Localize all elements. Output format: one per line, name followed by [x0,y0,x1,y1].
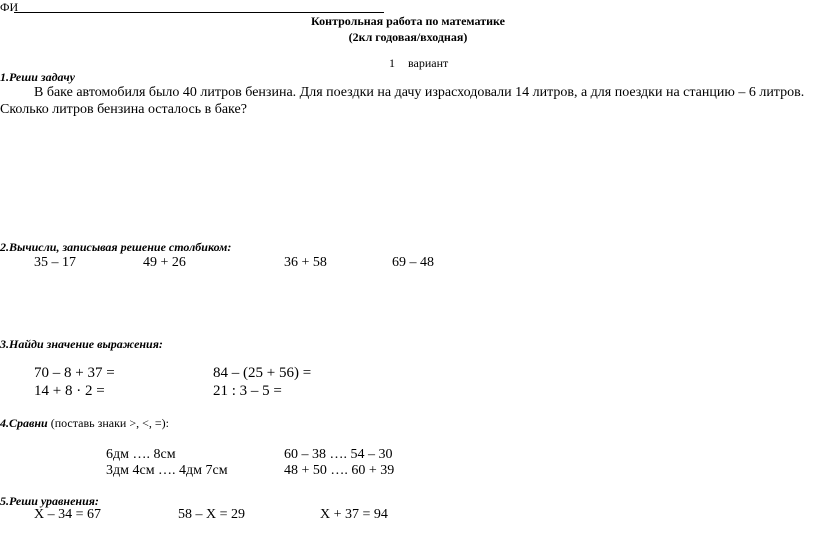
task2-item: 36 + 58 [284,255,327,270]
task3-heading: 3.Найди значение выражения: [0,337,163,351]
task4-heading-label: 4.Сравни [0,416,48,430]
task4-item: 6дм …. 8см [106,447,176,462]
task5-item: 58 – Х = 29 [178,507,246,522]
task5-item: Х – 34 = 67 [34,507,102,522]
task4-item: 3дм 4см …. 4дм 7см [106,463,228,478]
variant-label: вариант [408,56,449,70]
task2-item: 49 + 26 [143,255,186,270]
task4-item: 60 – 38 …. 54 – 30 [284,447,393,462]
task1-text-line2: Сколько литров бензина осталось в баке? [0,102,247,117]
task4-note: (поставь знаки >, <, =): [47,416,169,430]
task4-item: 48 + 50 …. 60 + 39 [284,463,395,478]
task3-item: 21 : 3 – 5 = [213,383,282,399]
task3-item: 70 – 8 + 37 = [34,365,115,381]
task5-item: Х + 37 = 94 [320,507,388,522]
task3-item: 84 – (25 + 56) = [213,365,312,381]
task1-heading: 1.Реши задачу [0,70,75,84]
task1-text-line1: В баке автомобиля было 40 литров бензина. Для поездки на дачу израсходовали 14 литров, а для поездки на станцию – 6 литров. [34,85,805,100]
task5-heading: 5.Реши уравнения: [0,494,99,508]
task4-heading [0,416,169,430]
task2-item: 35 – 17 [34,255,76,270]
task2-item: 69 – 48 [392,255,434,270]
name-underline [14,12,384,13]
page-title: Контрольная работа по математике [311,14,505,28]
task2-heading: 2.Вычисли, записывая решение столбиком: [0,240,232,254]
name-field-label: ФИ [0,0,19,14]
page-subtitle: (2кл годовая/входная) [348,30,468,44]
task3-item: 14 + 8 · 2 = [34,383,105,399]
variant-line [389,56,448,71]
variant-number: 1 [389,56,395,70]
